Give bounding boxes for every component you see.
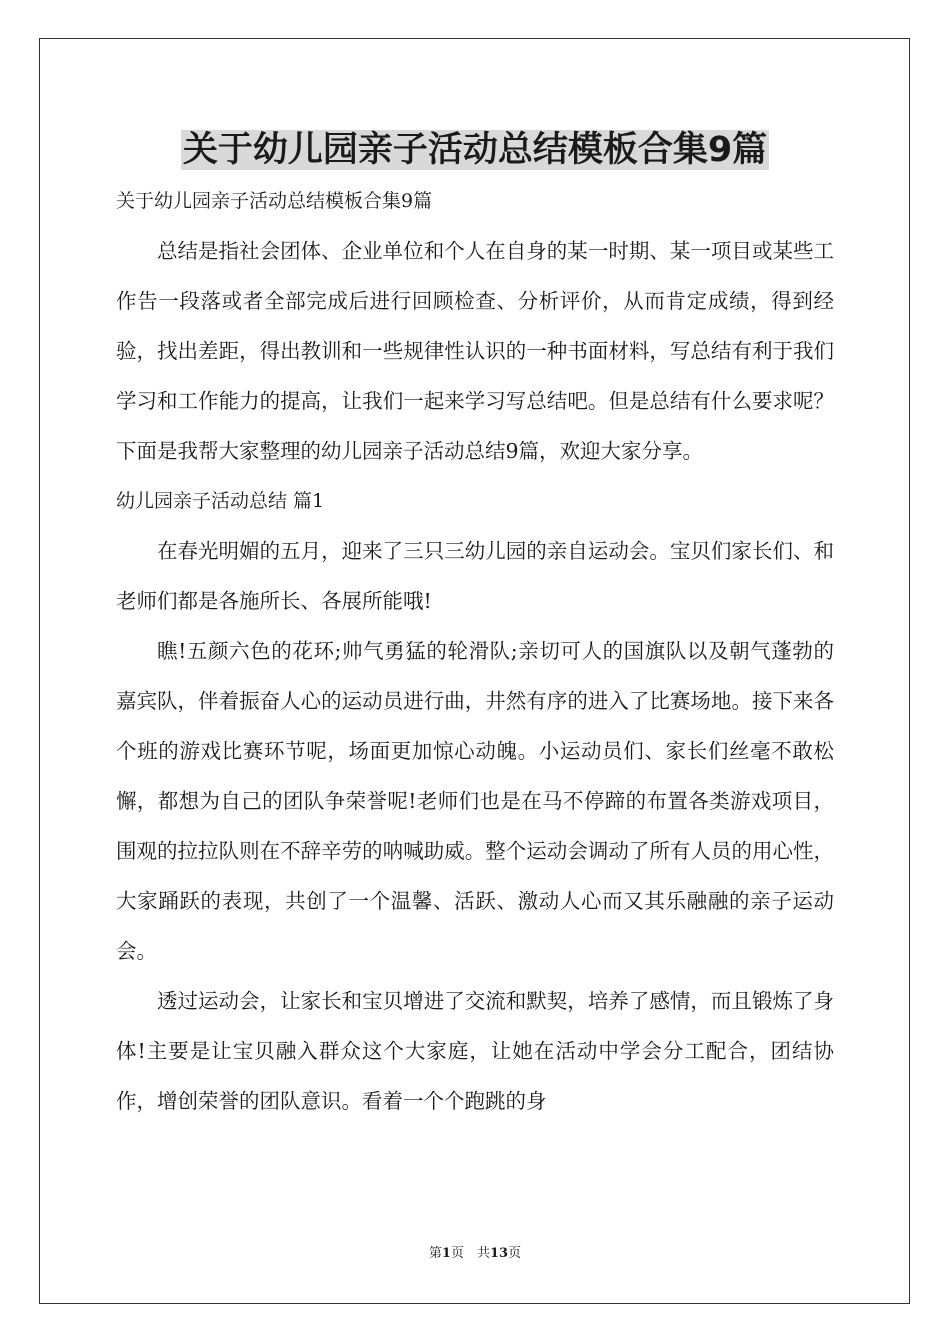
body-paragraph: 瞧!五颜六色的花环;帅气勇猛的轮滑队;亲切可人的国旗队以及朝气蓬勃的嘉宾队，伴着振奋人心的运动员进行曲，井然有序的进入了比赛场地。接下来各个班的游戏比赛环节呢，场面更加惊心动魄。小运动员们、家长们丝毫不敢松懈，都想为自己的团队争荣誉呢!老师们也是在马不停蹄的布置各类游戏项目，围观的拉拉队则在不辞辛劳的呐喊助威。整个运动会调动了所有人员的用心性，大家踊跃的表现，共创了一个温馨、活跃、激动人心而又其乐融融的亲子运动会。: [116, 639, 834, 963]
page-mid: 页 共: [450, 1246, 490, 1261]
document-subtitle: 关于幼儿园亲子活动总结模板合集9篇: [116, 190, 433, 212]
page-total: 13: [489, 1246, 509, 1261]
section-heading: 幼儿园亲子活动总结 篇1: [116, 490, 325, 512]
document-title: [0, 124, 950, 176]
page-current: 1: [441, 1246, 451, 1261]
page-footer: [0, 1244, 950, 1264]
page-suffix: 页: [508, 1246, 522, 1261]
document-title-text: 关于幼儿园亲子活动总结模板合集9篇: [182, 130, 768, 170]
document-body: [116, 176, 834, 1126]
intro-paragraph: 总结是指社会团体、企业单位和个人在自身的某一时期、某一项目或某些工作告一段落或者全部完成后进行回顾检查、分析评价，从而肯定成绩，得到经验，找出差距，得出教训和一些规律性认识的一种书面材料，写总结有利于我们学习和工作能力的提高，让我们一起来学习写总结吧。但是总结有什么要求呢？下面是我帮大家整理的幼儿园亲子活动总结9篇，欢迎大家分享。: [116, 239, 834, 463]
body-paragraph: 透过运动会，让家长和宝贝增进了交流和默契，培养了感情，而且锻炼了身体!主要是让宝贝融入群众这个大家庭，让她在活动中学会分工配合，团结协作，增创荣誉的团队意识。看着一个个跑跳的身: [116, 989, 834, 1113]
page-prefix: 第: [428, 1246, 442, 1261]
body-paragraph: 在春光明媚的五月，迎来了三只三幼儿园的亲自运动会。宝贝们家长们、和老师们都是各施所长、各展所能哦!: [116, 539, 834, 613]
